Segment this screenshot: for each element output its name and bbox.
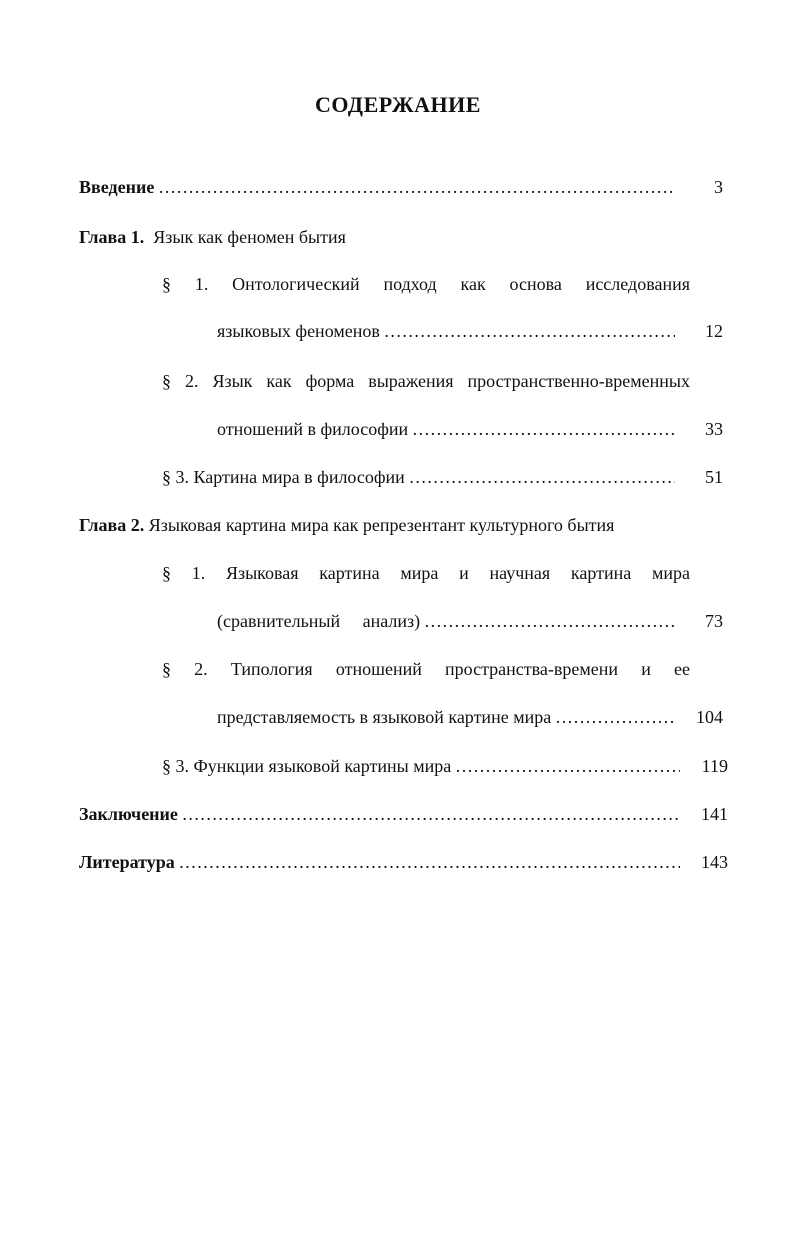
toc-leader xyxy=(551,704,675,730)
page-title: СОДЕРЖАНИЕ xyxy=(315,92,481,117)
toc-section-2-2-line2: представляемость в языковой картине мира ..... 104 xyxy=(217,704,723,730)
toc-label: Литература xyxy=(79,852,175,872)
toc-label: Введение xyxy=(79,177,155,197)
toc-page: 33 xyxy=(705,419,723,439)
toc-section-1-2-line2: отношений в философии ..... 33 xyxy=(217,416,723,442)
chapter-title: Языковая картина мира как репрезентант культурного бытия xyxy=(148,515,615,535)
toc-leader xyxy=(408,416,675,442)
toc-leader xyxy=(154,174,675,200)
toc-entry-literature xyxy=(79,849,728,875)
toc-leader xyxy=(178,801,680,827)
toc-page: 119 xyxy=(701,756,728,776)
toc-section-1-1-line2: языковых феноменов ..... 12 xyxy=(217,318,723,344)
toc-entry-intro xyxy=(79,174,723,200)
chapter-prefix: Глава 1. xyxy=(79,227,145,247)
toc-page: 3 xyxy=(714,177,723,197)
chapter-prefix: Глава 2. xyxy=(79,515,145,535)
toc-page: 141 xyxy=(701,804,728,824)
toc-section-2-1-line2: (сравнительный анализ) ..... 73 xyxy=(217,608,723,634)
toc-page: 51 xyxy=(705,467,723,487)
toc-chapter-1 xyxy=(79,224,346,250)
toc-leader xyxy=(420,608,675,634)
toc-label: Заключение xyxy=(79,804,178,824)
toc-page: 104 xyxy=(696,707,723,727)
toc-section-2-2-line1: § 2. Типология отношений пространства-времени и ее xyxy=(162,659,690,679)
toc-section-2-1-line1: § 1. Языковая картина мира и научная картина мира xyxy=(162,563,690,583)
toc-chapter-2 xyxy=(79,512,614,538)
toc-section-1-2-line1: § 2. Язык как форма выражения пространственно-временных xyxy=(162,371,690,391)
toc-page: 12 xyxy=(705,321,723,341)
chapter-title: Язык как феномен бытия xyxy=(153,227,346,247)
toc-section-1-3: § 3. Картина мира в философии ..... 51 xyxy=(162,464,723,490)
toc-section-1-1-line1: § 1. Онтологический подход как основа исследования xyxy=(162,274,690,294)
toc-leader xyxy=(175,849,680,875)
toc-section-2-3: § 3. Функции языковой картины мира ..... 119 xyxy=(162,753,728,779)
toc-leader xyxy=(451,753,680,779)
toc-leader xyxy=(405,464,675,490)
toc-page: 73 xyxy=(705,611,723,631)
toc-page: 143 xyxy=(701,852,728,872)
toc-leader xyxy=(380,318,675,344)
toc-entry-conclusion xyxy=(79,801,728,827)
